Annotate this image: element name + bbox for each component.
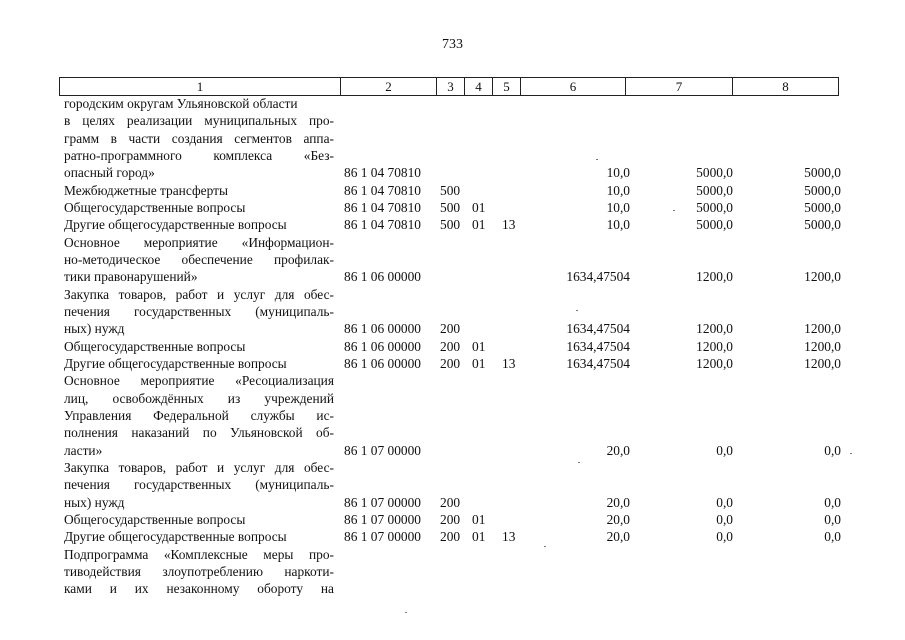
- column-header: 5: [493, 78, 521, 96]
- amount-col8: 0,0: [824, 511, 841, 527]
- amount-col8: 5000,0: [804, 199, 841, 215]
- amount-col6: 20,0: [606, 442, 630, 458]
- row-description: полнения наказаний по Ульяновской об-: [64, 425, 334, 441]
- amount-col7: 1200,0: [696, 269, 733, 285]
- row-description: городским округам Ульяновской области: [64, 96, 298, 111]
- column-header: 8: [733, 78, 839, 96]
- amount-col7: 5000,0: [696, 165, 733, 181]
- table-row: [0, 182, 905, 199]
- table-row: [0, 216, 905, 233]
- scan-speck: [544, 546, 546, 547]
- row-description: ками и их незаконному обороту на: [64, 581, 334, 597]
- row-description: но-методическое обеспечение профилак-: [64, 251, 334, 267]
- section-code: 01: [472, 511, 486, 527]
- row-description: грамм в части создания сегментов аппа-: [64, 130, 334, 146]
- row-description: Основное мероприятие «Ресоциализация: [64, 373, 334, 389]
- section-code: 01: [472, 355, 486, 371]
- column-header: 1: [60, 78, 341, 96]
- row-description: Другие общегосударственные вопросы: [64, 217, 287, 233]
- section-code: 01: [472, 217, 486, 233]
- expense-type-code: 200: [440, 355, 461, 371]
- budget-code: 86 1 04 70810: [344, 165, 421, 181]
- row-description: Управления Федеральной службы ис-: [64, 407, 334, 423]
- amount-col6: 1634,47504: [566, 269, 630, 285]
- row-description: Другие общегосударственные вопросы: [64, 355, 287, 371]
- amount-col7: 0,0: [716, 442, 733, 458]
- row-description: печения государственных (муниципаль-: [64, 477, 334, 493]
- amount-col6: 1634,47504: [566, 355, 630, 371]
- amount-col6: 10,0: [606, 217, 630, 233]
- table-row: [0, 563, 905, 580]
- expense-type-code: 200: [440, 338, 461, 354]
- expense-type-code: 200: [440, 321, 461, 337]
- section-code: 01: [472, 529, 486, 545]
- row-description: Основное мероприятие «Информацион-: [64, 234, 334, 250]
- scan-speck: [576, 310, 578, 311]
- amount-col6: 10,0: [606, 182, 630, 198]
- scan-speck: [405, 612, 407, 613]
- column-header: 4: [465, 78, 493, 96]
- expense-type-code: 200: [440, 529, 461, 545]
- table-row: [0, 130, 905, 147]
- budget-code: 86 1 07 00000: [344, 529, 421, 545]
- expense-type-code: 500: [440, 199, 461, 215]
- amount-col7: 5000,0: [696, 199, 733, 215]
- table-row: [0, 251, 905, 268]
- column-header: 7: [626, 78, 733, 96]
- row-description: лиц, освобождённых из учреждений: [64, 390, 334, 406]
- table-row: [0, 407, 905, 424]
- column-header: 6: [521, 78, 626, 96]
- budget-code: 86 1 06 00000: [344, 321, 421, 337]
- section-code: 01: [472, 338, 486, 354]
- budget-code: 86 1 06 00000: [344, 338, 421, 354]
- table-row: [0, 320, 905, 337]
- page-number: 733: [442, 37, 463, 52]
- table-row: [0, 424, 905, 441]
- budget-code: 86 1 06 00000: [344, 269, 421, 285]
- row-description: Подпрограмма «Комплексные меры про-: [64, 546, 334, 562]
- subsection-code: 13: [502, 217, 516, 233]
- amount-col8: 1200,0: [804, 321, 841, 337]
- table-row: [0, 494, 905, 511]
- table-row: [0, 355, 905, 372]
- column-header-table: [59, 77, 839, 96]
- row-description: Закупка товаров, работ и услуг для обес-: [64, 459, 334, 475]
- amount-col8: 1200,0: [804, 338, 841, 354]
- amount-col8: 5000,0: [804, 165, 841, 181]
- amount-col8: 5000,0: [804, 182, 841, 198]
- scan-speck: [850, 453, 852, 454]
- amount-col8: 0,0: [824, 442, 841, 458]
- amount-col8: 0,0: [824, 529, 841, 545]
- budget-code: 86 1 06 00000: [344, 355, 421, 371]
- table-row: [0, 286, 905, 303]
- table-row: [0, 546, 905, 563]
- column-header: 3: [437, 78, 465, 96]
- amount-col7: 5000,0: [696, 182, 733, 198]
- row-description: Закупка товаров, работ и услуг для обес-: [64, 286, 334, 302]
- table-row: [0, 476, 905, 493]
- scan-speck: [596, 159, 598, 160]
- amount-col7: 5000,0: [696, 217, 733, 233]
- budget-code: 86 1 07 00000: [344, 511, 421, 527]
- subsection-code: 13: [502, 529, 516, 545]
- row-description: Общегосударственные вопросы: [64, 199, 246, 215]
- column-header: 2: [341, 78, 437, 96]
- table-row: [0, 459, 905, 476]
- table-row: [0, 372, 905, 389]
- scan-speck: [673, 210, 675, 211]
- table-row: [0, 511, 905, 528]
- table-row: [0, 199, 905, 216]
- budget-code: 86 1 07 00000: [344, 442, 421, 458]
- row-description: ных) нужд: [64, 321, 125, 337]
- amount-col6: 1634,47504: [566, 321, 630, 337]
- budget-code: 86 1 07 00000: [344, 494, 421, 510]
- budget-code: 86 1 04 70810: [344, 217, 421, 233]
- column-header-row: [60, 78, 839, 96]
- row-description: ных) нужд: [64, 494, 125, 510]
- row-description: тики правонарушений»: [64, 269, 198, 285]
- table-row: [0, 112, 905, 129]
- table-row: [0, 268, 905, 285]
- amount-col6: 20,0: [606, 494, 630, 510]
- table-row: [0, 147, 905, 164]
- row-description: Межбюджетные трансферты: [64, 182, 228, 198]
- amount-col6: 10,0: [606, 165, 630, 181]
- table-row: [0, 338, 905, 355]
- expense-type-code: 200: [440, 511, 461, 527]
- row-description: ласти»: [64, 442, 103, 458]
- section-code: 01: [472, 199, 486, 215]
- amount-col7: 0,0: [716, 494, 733, 510]
- amount-col8: 1200,0: [804, 269, 841, 285]
- row-description: опасный город»: [64, 165, 155, 181]
- expense-type-code: 200: [440, 494, 461, 510]
- table-row: [0, 164, 905, 181]
- amount-col8: 5000,0: [804, 217, 841, 233]
- expense-type-code: 500: [440, 182, 461, 198]
- budget-code: 86 1 04 70810: [344, 182, 421, 198]
- table-row: [0, 303, 905, 320]
- row-description: Другие общегосударственные вопросы: [64, 529, 287, 545]
- table-row: [0, 95, 905, 112]
- amount-col6: 1634,47504: [566, 338, 630, 354]
- amount-col7: 1200,0: [696, 338, 733, 354]
- amount-col8: 0,0: [824, 494, 841, 510]
- scan-speck: [578, 462, 580, 463]
- table-row: [0, 580, 905, 597]
- row-description: Общегосударственные вопросы: [64, 511, 246, 527]
- amount-col8: 1200,0: [804, 355, 841, 371]
- table-row: [0, 442, 905, 459]
- row-description: ратно-программного комплекса «Без-: [64, 147, 334, 163]
- amount-col7: 1200,0: [696, 321, 733, 337]
- row-description: в целях реализации муниципальных про-: [64, 113, 334, 129]
- row-description: тиводействия злоупотреблению наркоти-: [64, 563, 334, 579]
- amount-col7: 0,0: [716, 529, 733, 545]
- budget-code: 86 1 04 70810: [344, 199, 421, 215]
- amount-col7: 0,0: [716, 511, 733, 527]
- expense-type-code: 500: [440, 217, 461, 233]
- row-description: Общегосударственные вопросы: [64, 338, 246, 354]
- amount-col7: 1200,0: [696, 355, 733, 371]
- table-row: [0, 390, 905, 407]
- row-description: печения государственных (муниципаль-: [64, 303, 334, 319]
- subsection-code: 13: [502, 355, 516, 371]
- amount-col6: 10,0: [606, 199, 630, 215]
- table-row: [0, 234, 905, 251]
- amount-col6: 20,0: [606, 511, 630, 527]
- table-row: [0, 528, 905, 545]
- amount-col6: 20,0: [606, 529, 630, 545]
